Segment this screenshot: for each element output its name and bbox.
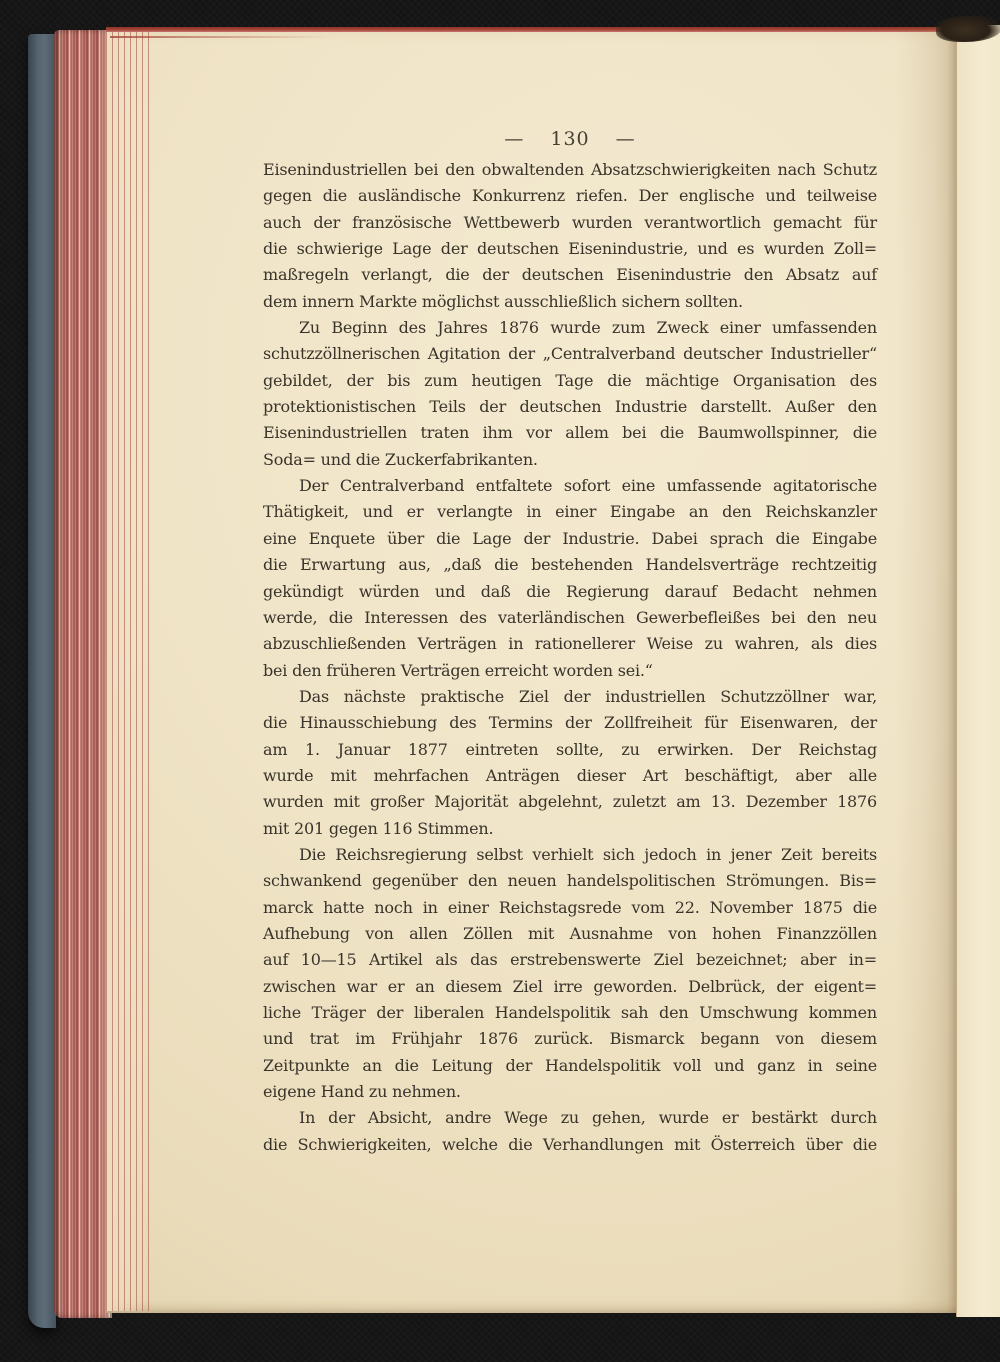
page-body-text [263, 157, 877, 1158]
gutter-shadow [896, 27, 956, 1313]
text-line: werde, die Interessen des vaterländischen Gewerbefleißes bei den neu [263, 607, 877, 627]
text-line: eigene Hand zu nehmen. [263, 1082, 461, 1102]
text-line: schwankend gegenüber den neuen handelspolitischen Strömungen. Bis= [263, 871, 877, 891]
page-top-stain-inner [110, 36, 330, 38]
text-line: die Schwierigkeiten, welche die Verhandlungen mit Österreich über die [263, 1134, 877, 1154]
text-line: die schwierige Lage der deutschen Eisenindustrie, und es wurden Zoll= [263, 239, 877, 259]
text-line: die Hinausschiebung des Termins der Zollfreiheit für Eisenwaren, der [263, 713, 877, 733]
text-line: wurden mit großer Majorität abgelehnt, zuletzt am 13. Dezember 1876 [263, 792, 877, 812]
page-number-dash-right: — [615, 128, 636, 150]
text-line: Soda= und die Zuckerfabrikanten. [263, 449, 538, 469]
text-line: maßregeln verlangt, die der deutschen Eisenindustrie den Absatz auf [263, 265, 877, 285]
page-number [410, 128, 730, 150]
text-line: Thätigkeit, und er verlangte in einer Eingabe an den Reichskanzler [263, 502, 877, 522]
text-line: Eisenindustriellen bei den obwaltenden Absatzschwierigkeiten nach Schutz [263, 160, 877, 179]
text-line: eine Enquete über die Lage der Industrie. Dabei sprach die Eingabe [263, 528, 877, 548]
text-line: die Erwartung aus, „daß die bestehenden Handelsverträge rechtzeitig [263, 555, 877, 575]
facing-page-edge [956, 25, 1000, 1317]
text-line: und trat im Frühjahr 1876 zurück. Bismarck begann von diesem [263, 1029, 877, 1049]
page-top-stain [106, 27, 1000, 32]
text-line: In der Absicht, andre Wege zu gehen, wurde er bestärkt durch [299, 1108, 877, 1128]
text-line: Eisenindustriellen traten ihm vor allem bei die Baumwollspinner, die [263, 423, 877, 443]
page-edge-fade [106, 31, 154, 1311]
text-line: gekündigt würden und daß die Regierung darauf Bedacht nehmen [263, 581, 877, 601]
text-line: Der Centralverband entfaltete sofort eine umfassende agitatorische [299, 476, 877, 496]
page-edge-stack [54, 30, 110, 1318]
text-line: wurde mit mehrfachen Anträgen dieser Art beschäftigt, aber alle [263, 765, 877, 785]
text-line: marck hatte noch in einer Reichstagsrede vom 22. November 1875 die [263, 897, 877, 917]
book-cover-spine [28, 34, 56, 1328]
text-line: Das nächste praktische Ziel der industriellen Schutzzöllner war, [299, 686, 877, 706]
text-line: schutzzöllnerischen Agitation der „Centralverband deutscher Industrieller“ [263, 344, 877, 364]
text-line: protektionistischen Teils der deutschen Industrie darstellt. Außer den [263, 397, 877, 417]
text-line: auf 10—15 Artikel als das erstrebenswerte Ziel bezeichnet; aber in= [263, 950, 877, 970]
text-line: mit 201 gegen 116 Stimmen. [263, 818, 494, 838]
text-line: liche Träger der liberalen Handelspolitik sah den Umschwung kommen [263, 1003, 877, 1022]
text-line: Zeitpunkte an die Leitung der Handelspolitik voll und ganz in seine [263, 1055, 877, 1075]
binding-corner-shadow [936, 16, 1000, 42]
text-line: auch der französische Wettbewerb wurden verantwortlich gemacht für [263, 212, 877, 232]
text-line: dem innern Markte möglichst ausschließlich sichern sollten. [263, 291, 743, 311]
page-number-value: 130 [550, 128, 590, 150]
text-line: abzuschließenden Verträgen in rationellerer Weise zu wahren, als dies [263, 634, 877, 654]
text-line: gebildet, der bis zum heutigen Tage die mächtige Organisation des [263, 370, 877, 390]
text-line: am 1. Januar 1877 eintreten sollte, zu erwirken. Der Reichstag [263, 739, 877, 759]
text-line: gegen die ausländische Konkurrenz riefen. Der englische und teilweise [263, 186, 877, 206]
text-line: zwischen war er an diesem Ziel irre geworden. Delbrück, der eigent= [263, 976, 877, 996]
text-line: Die Reichsregierung selbst verhielt sich jedoch in jener Zeit bereits [299, 844, 877, 864]
text-line: Aufhebung von allen Zöllen mit Ausnahme von hohen Finanzzöllen [263, 923, 877, 943]
text-line: bei den früheren Verträgen erreicht worden sei.“ [263, 660, 653, 680]
text-line: Zu Beginn des Jahres 1876 wurde zum Zweck einer umfassenden [299, 318, 877, 338]
page-number-dash-left: — [504, 128, 525, 150]
